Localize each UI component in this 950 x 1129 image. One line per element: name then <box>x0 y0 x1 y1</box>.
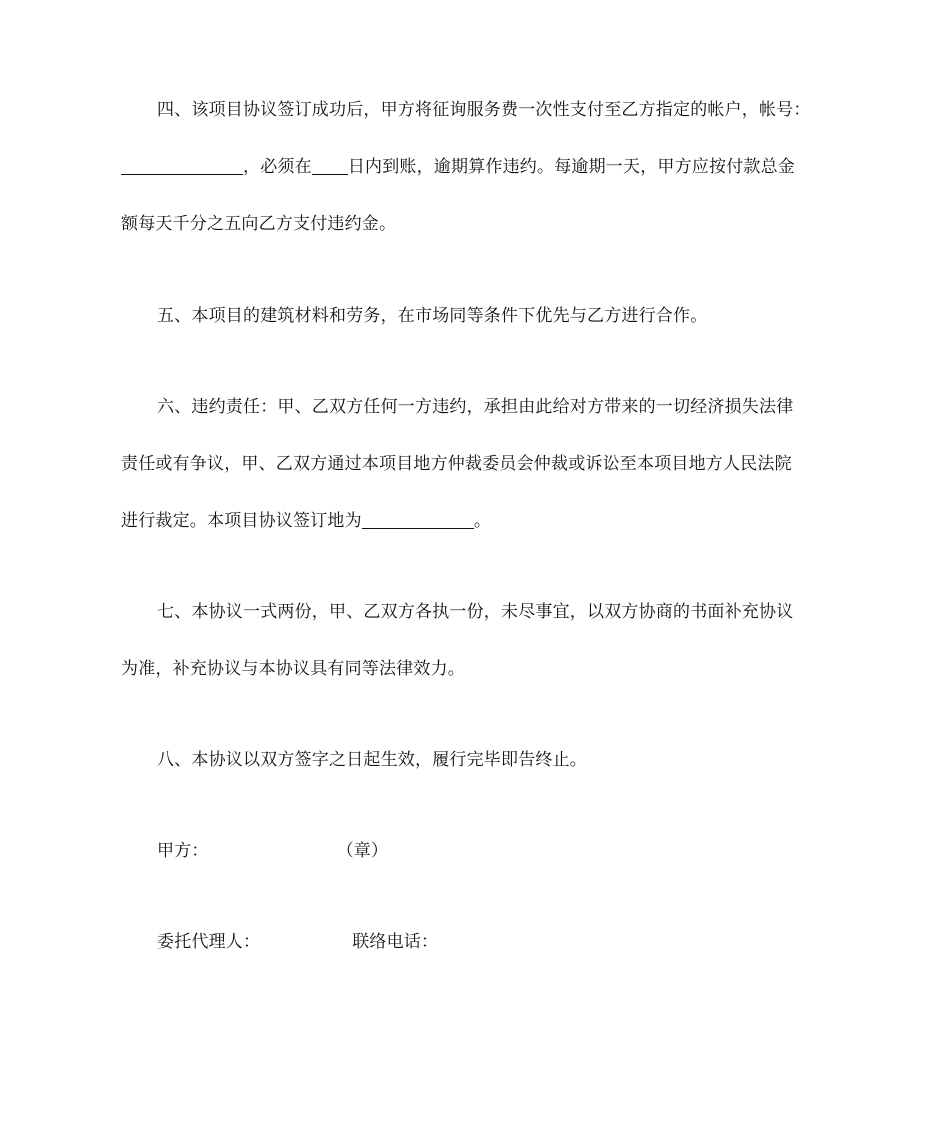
clause4-text-3: 额每天千分之五向乙方支付违约金。 <box>121 214 397 234</box>
clause6-line1 <box>157 395 793 419</box>
clause4-text-2a: ，必须在 <box>243 157 312 177</box>
clause4-line3 <box>121 212 396 236</box>
signing-place-blank <box>362 510 474 529</box>
agent-row <box>157 930 438 954</box>
clause7-text-2: 为准，补充协议与本协议具有同等法律效力。 <box>121 659 465 679</box>
clause6-text-2: 责任或有争议，甲、乙双方通过本项目地方仲裁委员会仲裁或诉讼至本项目地方人民法院 <box>121 454 792 474</box>
party-a-label: 甲方： <box>157 841 209 861</box>
phone-label: 联络电话： <box>352 932 439 952</box>
clause7-line2 <box>121 657 465 681</box>
days-blank <box>312 156 348 175</box>
clause6-text-1: 六、违约责任：甲、乙双方任何一方违约，承担由此给对方带来的一切经济损失法律 <box>157 397 794 417</box>
clause4-line2 <box>121 155 795 179</box>
clause4-line1 <box>157 98 811 122</box>
clause5-line1 <box>157 304 707 328</box>
clause7-text-1: 七、本协议一式两份，甲、乙双方各执一份，未尽事宜，以双方协商的书面补充协议 <box>157 602 794 622</box>
clause7-line1 <box>157 600 793 624</box>
seal-label: （章） <box>336 841 389 861</box>
party-a-row <box>157 839 388 863</box>
clause8-text-1: 八、本协议以双方签字之日起生效，履行完毕即告终止。 <box>157 750 587 770</box>
clause6-line3 <box>121 509 491 533</box>
account-number-blank <box>121 156 243 175</box>
clause4-text-2b: 日内到账，逾期算作违约。每逾期一天，甲方应按付款总金 <box>347 157 796 177</box>
clause4-text-1: 四、该项目协议签订成功后，甲方将征询服务费一次性支付至乙方指定的帐户，帐号： <box>157 100 811 120</box>
clause6-text-3b: 。 <box>473 511 492 531</box>
clause5-text-1: 五、本项目的建筑材料和劳务，在市场同等条件下优先与乙方进行合作。 <box>157 306 708 326</box>
clause6-text-3a: 进行裁定。本项目协议签订地为 <box>121 511 362 531</box>
clause8-line1 <box>157 748 587 772</box>
agent-label: 委托代理人： <box>157 932 261 952</box>
clause6-line2 <box>121 452 792 476</box>
